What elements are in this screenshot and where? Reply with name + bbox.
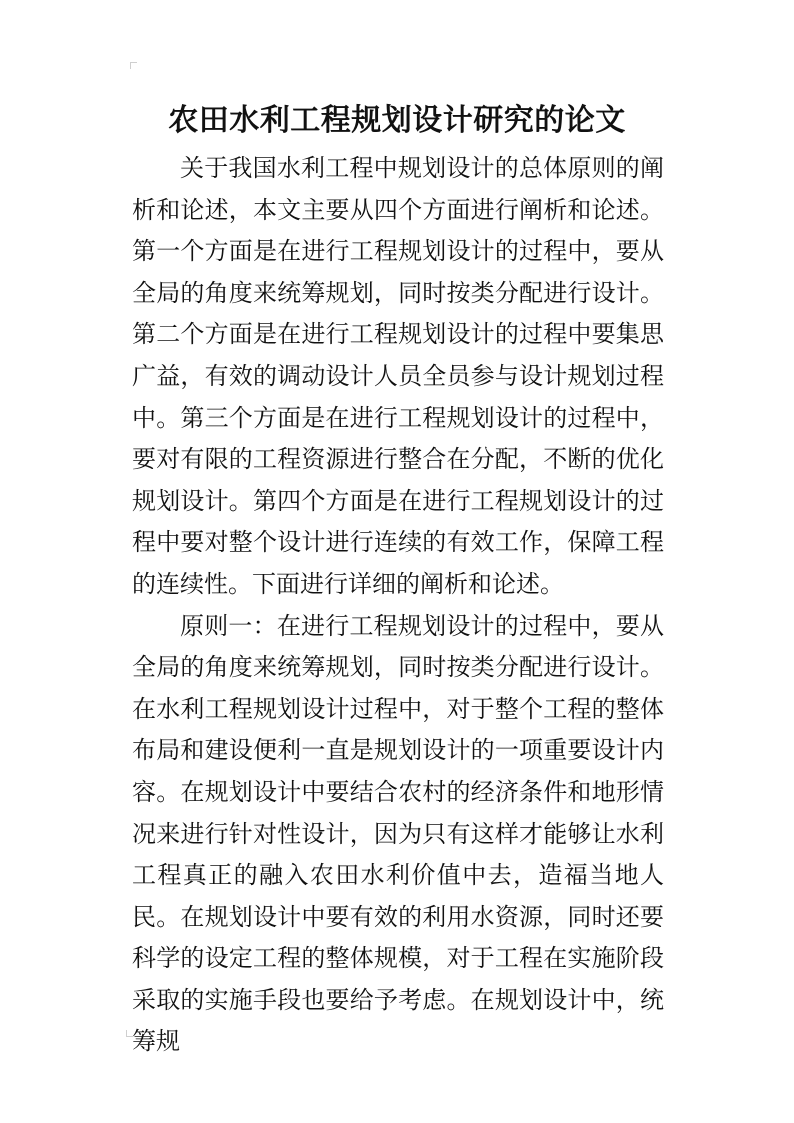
paragraph-intro: 关于我国水利工程中规划设计的总体原则的阐析和论述，本文主要从四个方面进行阐析和论述。第一个方面是在进行工程规划设计的过程中，要从全局的角度来统筹规划，同时按类分配进行设计。第二个方面是在进行工程规划设计的过程中要集思广益，有效的调动设计人员全员参与设计规划过程中。第三个方面是在进行工程规划设计的过程中，要对有限的工程资源进行整合在分配，不断的优化规划设计。第四个方面是在进行工程规划设计的过程中要对整个设计进行连续的有效工作，保障工程的连续性。下面进行详细的阐析和论述。 — [132, 154, 664, 598]
document-title: 农田水利工程规划设计研究的论文 — [168, 103, 626, 138]
document-body — [132, 148, 664, 1063]
corner-crop-mark — [130, 62, 137, 69]
paragraph-principle-one: 原则一：在进行工程规划设计的过程中，要从全局的角度来统筹规划，同时按类分配进行设计。在水利工程规划设计过程中，对于整个工程的整体布局和建设便利一直是规划设计的一项重要设计内容。在规划设计中要结合农村的经济条件和地形情况来进行针对性设计，因为只有这样才能够让水利工程真正的融入农田水利价值中去，造福当地人民。在规划设计中要有效的利用水资源，同时还要科学的设定工程的整体规模，对于工程在实施阶段采取的实施手段也要给予考虑。在规划设计中，统筹规 — [132, 611, 664, 1056]
